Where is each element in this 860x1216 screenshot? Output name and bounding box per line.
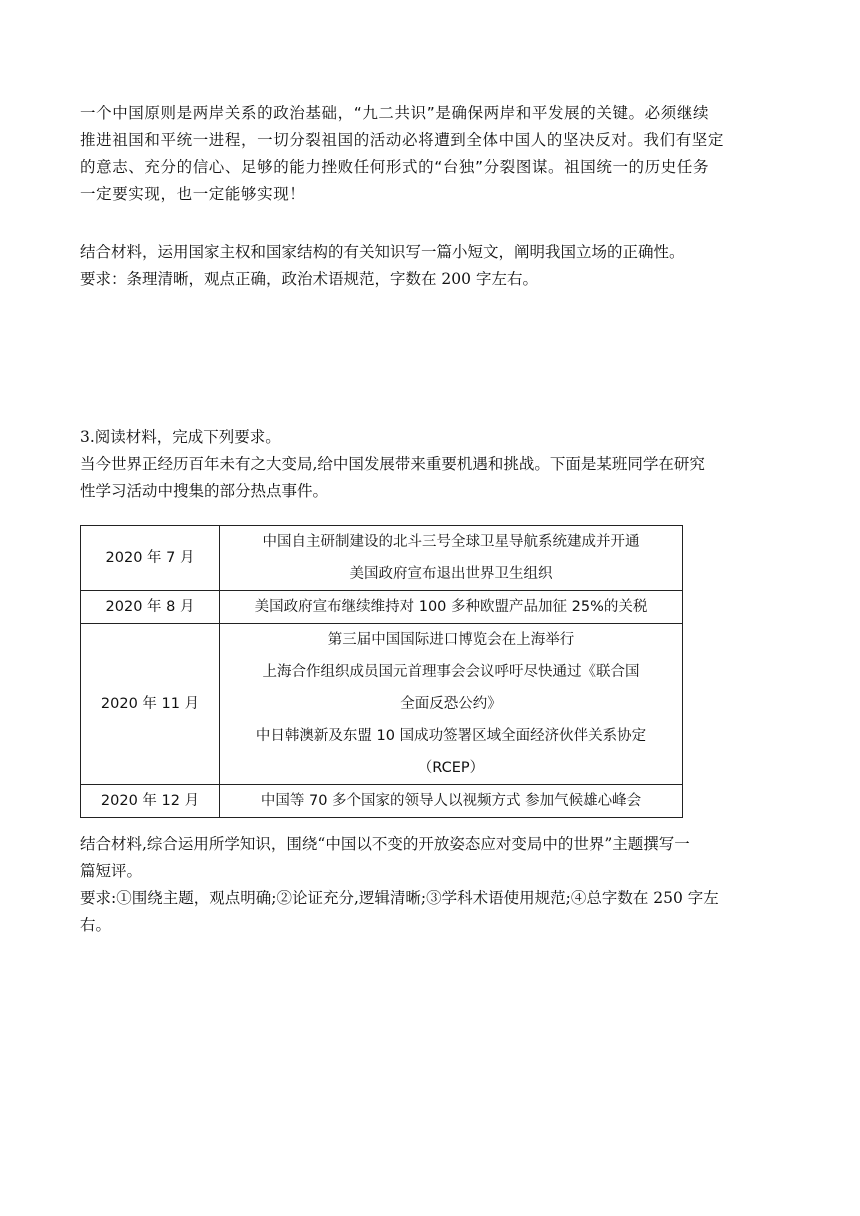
intro-line: 一定要实现，也一定能够实现！: [80, 185, 306, 203]
q3-intro-line: 性学习活动中搜集的部分热点事件。: [80, 482, 329, 500]
table-row: [81, 785, 683, 818]
event-text: 第三届中国国际进口博览会在上海举行: [327, 632, 575, 648]
date-cell: 2020 年 11 月: [81, 624, 220, 785]
event-text: 美国政府宣布退出世界卫生组织: [349, 566, 553, 582]
date-cell: 2020 年 8 月: [81, 591, 220, 624]
table-row: [81, 526, 683, 591]
event-text: 中国自主研制建设的北斗三号全球卫星导航系统建成并开通: [262, 534, 640, 550]
intro-line: 一个中国原则是两岸关系的政治基础，“九二共识”是确保两岸和平发展的关键。必须继续: [80, 104, 710, 122]
event-text: 美国政府宣布继续维持对 100 多种欧盟产品加征 25%的关税: [254, 599, 648, 615]
event-text: 中日韩澳新及东盟 10 国成功签署区域全面经济伙伴关系协定: [255, 728, 647, 744]
events-cell: [220, 591, 683, 624]
q3-intro-line: 当今世界正经历百年未有之大变局,给中国发展带来重要机遇和挑战。下面是某班同学在研究: [80, 455, 705, 473]
q3-task-line: 结合材料,综合运用所学知识，围绕“中国以不变的开放姿态应对变局中的世界”主题撰写一: [80, 835, 690, 853]
question-3-requirements: [80, 885, 780, 939]
table-row: [81, 624, 683, 785]
q3-req-line: 要求:①围绕主题，观点明确;②论证充分,逻辑清晰;③学科术语使用规范;④总字数在 250 字左: [80, 889, 719, 907]
table-row: [81, 591, 683, 624]
event-text: 中国等 70 多个国家的领导人以视频方式 参加气候雄心峰会: [260, 793, 642, 809]
question-2-task: 结合材料，运用国家主权和国家结构的有关知识写一篇小短文，阐明我国立场的正确性。: [80, 243, 685, 261]
question-3-title: 3.阅读材料，完成下列要求。: [80, 428, 281, 446]
date-cell: 2020 年 7 月: [81, 526, 220, 591]
q3-task-line: 篇短评。: [80, 862, 143, 880]
q3-req-line: 右。: [80, 916, 112, 934]
intro-line: 的意志、充分的信心、足够的能力挫败任何形式的“台独”分裂图谋。祖国统一的历史任务: [80, 158, 710, 176]
events-cell: [220, 624, 683, 785]
events-cell: [220, 785, 683, 818]
intro-line: 推进祖国和平统一进程，一切分裂祖国的活动必将遭到全体中国人的坚决反对。我们有坚定: [80, 131, 725, 149]
intro-paragraph: [80, 100, 780, 208]
events-cell: [220, 526, 683, 591]
event-text: （RCEP）: [417, 760, 485, 776]
date-cell: 2020 年 12 月: [81, 785, 220, 818]
question-3-intro: [80, 451, 780, 505]
event-text: 上海合作组织成员国元首理事会会议呼吁尽快通过《联合国: [262, 664, 640, 680]
question-2-requirements: 要求：条理清晰，观点正确，政治术语规范，字数在 200 字左右。: [80, 270, 538, 288]
events-table: [80, 525, 683, 818]
question-3-task: [80, 831, 780, 885]
event-text: 全面反恐公约》: [400, 696, 502, 712]
